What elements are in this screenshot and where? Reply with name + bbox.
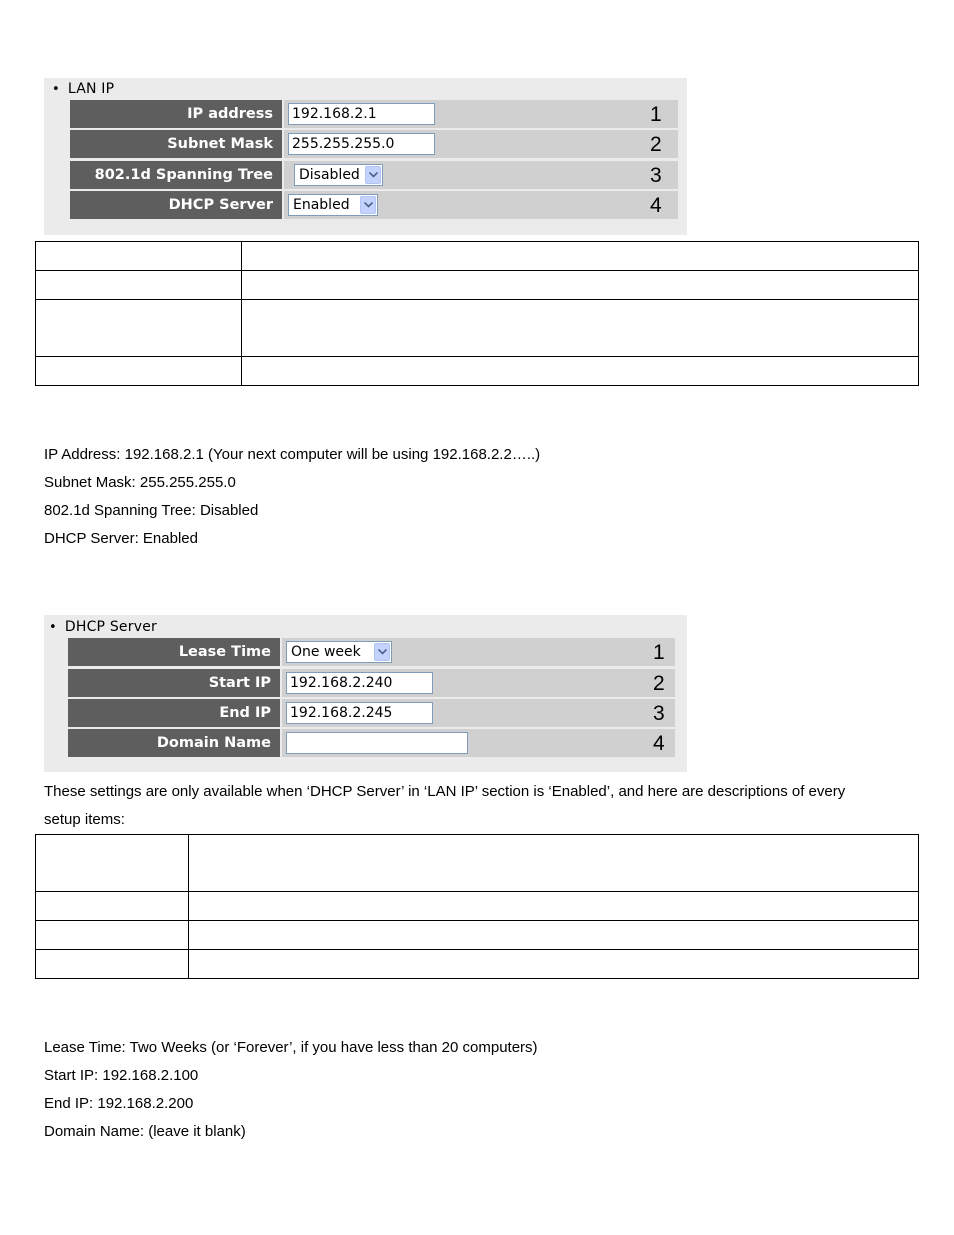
spanning-tree-select[interactable] [294, 164, 383, 186]
lan-ip-panel [44, 78, 687, 235]
subnet-mask-label: Subnet Mask [70, 130, 282, 158]
table-row [36, 892, 919, 921]
table-cell [189, 892, 919, 921]
callout-number-3: 3 [653, 702, 665, 725]
start-ip-label: Start IP [68, 669, 280, 697]
chevron-down-icon[interactable] [365, 166, 381, 184]
dhcp-row-end-ip [68, 699, 675, 727]
table-cell [36, 357, 242, 386]
dhcp-row-domain-name [68, 729, 675, 757]
dhcp-description-table [35, 834, 919, 979]
table-cell [189, 921, 919, 950]
bullet-icon: • [49, 620, 57, 635]
ip-address-label: IP address [70, 100, 282, 128]
dhcp-row-start-ip [68, 669, 675, 697]
table-row [36, 357, 919, 386]
end-ip-input[interactable] [286, 702, 433, 724]
table-cell [36, 950, 189, 979]
table-row [36, 921, 919, 950]
lan-ip-recommend-line: IP Address: 192.168.2.1 (Your next computer will be using 192.168.2.2…..) [44, 446, 541, 463]
table-cell [36, 835, 189, 892]
chevron-down-icon[interactable] [360, 196, 376, 214]
table-row [36, 950, 919, 979]
dhcp-server-panel [44, 615, 687, 772]
lan-ip-recommend-line: Subnet Mask: 255.255.255.0 [44, 474, 236, 491]
table-cell [189, 950, 919, 979]
dhcp-intro-line: These settings are only available when ‘DHCP Server’ in ‘LAN IP’ section is ‘Enabled’, and here are descriptions of every [44, 783, 846, 800]
lan-ip-recommend-line: DHCP Server: Enabled [44, 530, 198, 547]
table-row [36, 300, 919, 357]
callout-number-1: 1 [650, 103, 662, 126]
ip-address-input[interactable] [288, 103, 435, 125]
lease-time-value-cell [282, 638, 675, 666]
table-row [36, 835, 919, 892]
table-cell [242, 357, 919, 386]
lease-time-select[interactable] [286, 641, 392, 663]
lan-ip-panel-title [52, 81, 114, 97]
lease-time-label: Lease Time [68, 638, 280, 666]
spanning-tree-label: 802.1d Spanning Tree [70, 161, 282, 189]
callout-number-2: 2 [650, 133, 662, 156]
table-cell [189, 835, 919, 892]
table-cell [36, 271, 242, 300]
dhcp-title-text: DHCP Server [64, 619, 157, 635]
table-cell [36, 921, 189, 950]
dhcp-recommend-line: Lease Time: Two Weeks (or ‘Forever’, if you have less than 20 computers) [44, 1039, 538, 1056]
callout-number-4: 4 [650, 194, 662, 217]
callout-number-4: 4 [653, 732, 665, 755]
domain-name-label: Domain Name [68, 729, 280, 757]
lan-ip-row-spanning-tree [70, 161, 678, 189]
table-cell [36, 892, 189, 921]
table-cell [242, 242, 919, 271]
dhcp-recommend-line: Start IP: 192.168.2.100 [44, 1067, 199, 1084]
table-row [36, 271, 919, 300]
bullet-icon: • [52, 82, 60, 97]
subnet-mask-value-cell [284, 130, 678, 158]
callout-number-1: 1 [653, 641, 665, 664]
table-row [36, 242, 919, 271]
dhcp-server-select[interactable] [288, 194, 378, 216]
dhcp-server-label: DHCP Server [70, 191, 282, 219]
table-cell [36, 242, 242, 271]
dhcp-recommend-line: Domain Name: (leave it blank) [44, 1123, 246, 1140]
end-ip-value-cell [282, 699, 675, 727]
dhcp-server-value-cell [284, 191, 678, 219]
lease-time-selected: One week [291, 644, 361, 660]
chevron-down-icon[interactable] [374, 643, 390, 661]
lan-ip-row-subnet-mask [70, 130, 678, 158]
end-ip-label: End IP [68, 699, 280, 727]
spanning-tree-selected: Disabled [299, 167, 360, 183]
lan-ip-recommend-line: 802.1d Spanning Tree: Disabled [44, 502, 259, 519]
start-ip-value-cell [282, 669, 675, 697]
table-cell [242, 271, 919, 300]
table-cell [36, 300, 242, 357]
spanning-tree-value-cell [284, 161, 678, 189]
table-cell [242, 300, 919, 357]
dhcp-recommend-line: End IP: 192.168.2.200 [44, 1095, 194, 1112]
callout-number-2: 2 [653, 672, 665, 695]
domain-name-value-cell [282, 729, 675, 757]
start-ip-input[interactable] [286, 672, 433, 694]
callout-number-3: 3 [650, 164, 662, 187]
dhcp-server-selected: Enabled [293, 197, 350, 213]
dhcp-intro-line: setup items: [44, 811, 125, 828]
lan-ip-row-ip-address [70, 100, 678, 128]
lan-ip-description-table [35, 241, 919, 386]
subnet-mask-input[interactable] [288, 133, 435, 155]
dhcp-row-lease-time [68, 638, 675, 666]
lan-ip-title-text: LAN IP [67, 81, 115, 97]
lan-ip-row-dhcp-server [70, 191, 678, 219]
ip-address-value-cell [284, 100, 678, 128]
domain-name-input[interactable] [286, 732, 468, 754]
dhcp-panel-title [49, 619, 157, 635]
